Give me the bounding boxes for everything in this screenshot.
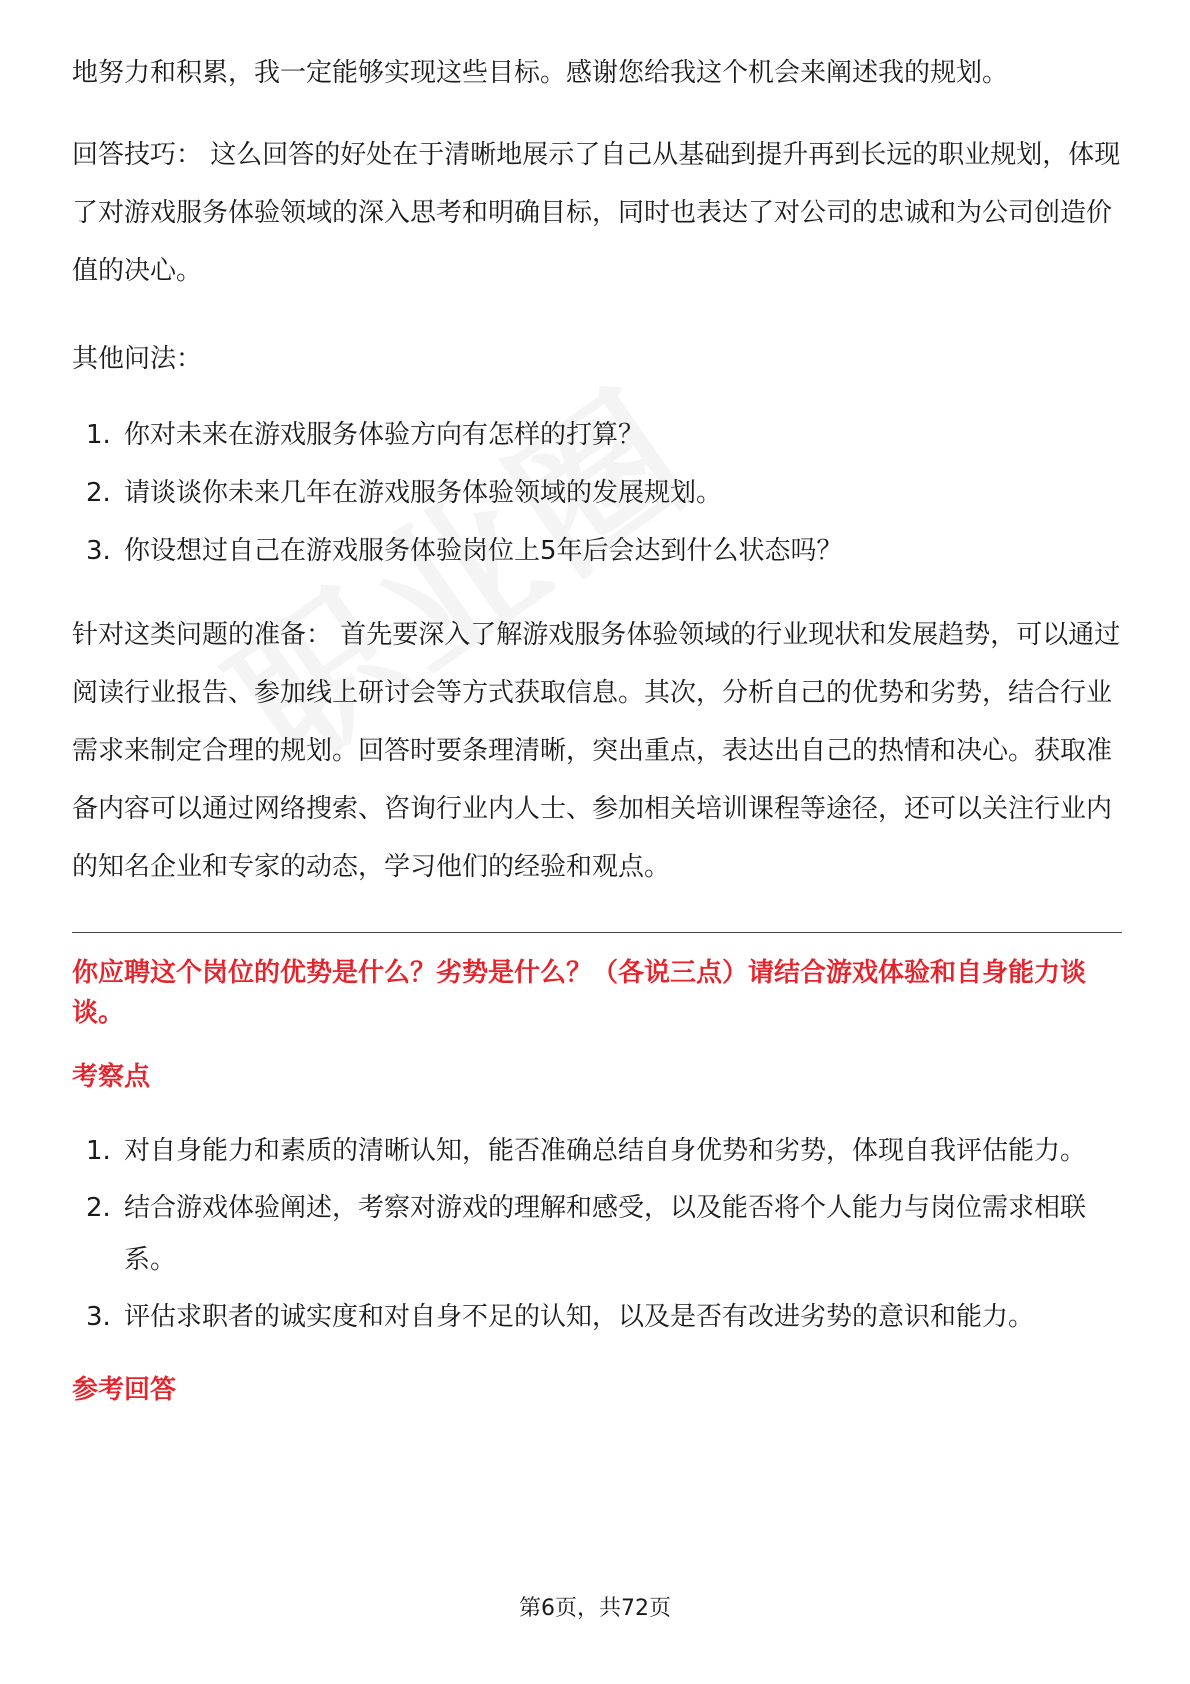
list-item-text: 对自身能力和素质的清晰认知，能否准确总结自身优势和劣势，体现自我评估能力。: [124, 1136, 1087, 1166]
list-number: 3.: [86, 536, 111, 566]
other-questions-label: 其他问法：: [72, 344, 203, 374]
assessment-points-list: [72, 1125, 1122, 1343]
question-title: 你应聘这个岗位的优势是什么？劣势是什么？（各说三点）请结合游戏体验和自身能力谈谈。: [72, 958, 1087, 1028]
answer-tip-paragraph: 回答技巧： 这么回答的好处在于清晰地展示了自己从基础到提升再到长远的职业规划，体现了对游戏服务体验领域的深入思考和明确目标，同时也表达了对公司的忠诚和为公司创造价值的决心。: [72, 140, 1121, 286]
list-item: [72, 1291, 1122, 1343]
list-item: [72, 522, 1122, 580]
continuation-paragraph: 地努力和积累，我一定能够实现这些目标。感谢您给我这个机会来阐述我的规划。: [72, 58, 1009, 88]
list-item-text: 你对未来在游戏服务体验方向有怎样的打算？: [124, 420, 645, 450]
list-number: 3.: [86, 1302, 111, 1332]
list-number: 2.: [86, 1193, 111, 1223]
list-number: 2.: [86, 478, 111, 508]
reference-answer-heading: 参考回答: [72, 1375, 177, 1405]
assessment-points-heading: 考察点: [72, 1062, 151, 1092]
preparation-paragraph: 针对这类问题的准备： 首先要深入了解游戏服务体验领域的行业现状和发展趋势，可以通过阅读行业报告、参加线上研讨会等方式获取信息。其次，分析自己的优势和劣势，结合行业需求来制定合理的规划。回答时要条理清晰，突出重点，表达出自己的热情和决心。获取准备内容可以通过网络搜索、咨询行业内人士、参加相关培训课程等途径，还可以关注行业内的知名企业和专家的动态，学习他们的经验和观点。: [72, 620, 1121, 882]
page-footer: 第6页，共72页: [519, 1596, 671, 1621]
list-item: [72, 1125, 1122, 1177]
page-content: [72, 44, 1122, 1410]
list-item-text: 评估求职者的诚实度和对自身不足的认知，以及是否有改进劣势的意识和能力。: [124, 1302, 1035, 1332]
list-item: [72, 464, 1122, 522]
list-item-text: 结合游戏体验阐述，考察对游戏的理解和感受，以及能否将个人能力与岗位需求相联系。: [124, 1193, 1087, 1275]
list-item: [72, 1182, 1122, 1286]
other-questions-list: [72, 406, 1122, 580]
list-item-text: 请谈谈你未来几年在游戏服务体验领域的发展规划。: [124, 478, 723, 508]
list-number: 1.: [86, 420, 111, 450]
list-number: 1.: [86, 1136, 111, 1166]
list-item-text: 你设想过自己在游戏服务体验岗位上5年后会达到什么状态吗？: [124, 536, 843, 566]
list-item: [72, 406, 1122, 464]
